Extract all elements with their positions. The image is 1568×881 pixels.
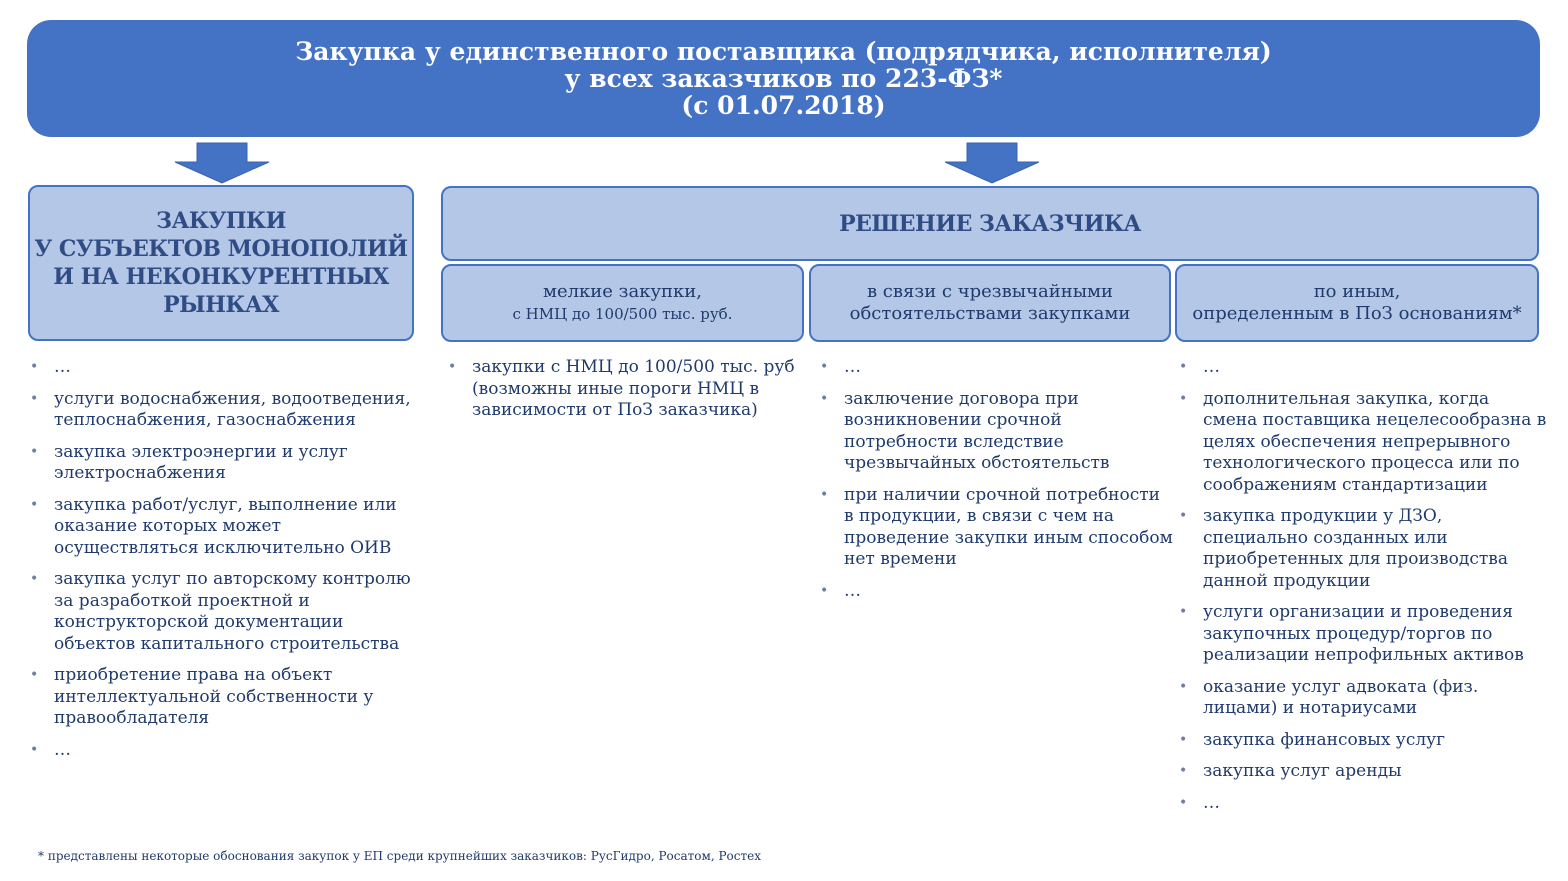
small-purchases-box bbox=[441, 264, 804, 342]
list-item: • закупка работ/услуг, выполнение или оказание которых может осуществляться исключительно ОИВ bbox=[28, 495, 418, 560]
list-item: • … bbox=[1177, 357, 1547, 379]
header-line-1: Закупка у единственного поставщика (подрядчика, исполнителя) bbox=[295, 37, 1272, 66]
monopoly-line-1: ЗАКУПКИ bbox=[156, 208, 286, 234]
other-grounds-list bbox=[1177, 357, 1547, 824]
list-item: • … bbox=[818, 357, 1173, 379]
monopoly-list bbox=[28, 357, 418, 771]
other-grounds-line-2: определенным в ПоЗ основаниям* bbox=[1192, 303, 1522, 324]
small-purchases-line-2: с НМЦ до 100/500 тыс. руб. bbox=[512, 305, 733, 323]
arrow-down-left-icon bbox=[174, 142, 270, 184]
list-item: • заключение договора при возникновении срочной потребности вследствие чрезвычайных обстоятельств bbox=[818, 389, 1173, 475]
monopoly-line-4: РЫНКАХ bbox=[163, 292, 279, 318]
list-item: • услуги водоснабжения, водоотведения, теплоснабжения, газоснабжения bbox=[28, 389, 418, 432]
list-item: • закупки с НМЦ до 100/500 тыс. руб (возможны иные пороги НМЦ в зависимости от ПоЗ заказчика) bbox=[446, 357, 806, 422]
list-item: • закупка услуг аренды bbox=[1177, 761, 1547, 783]
monopoly-line-2: У СУБЪЕКТОВ МОНОПОЛИЙ bbox=[34, 236, 408, 262]
list-item: • оказание услуг адвоката (физ. лицами) и нотариусами bbox=[1177, 677, 1547, 720]
decision-box bbox=[441, 186, 1539, 261]
arrow-down-right-icon bbox=[944, 142, 1040, 184]
header-line-3: (с 01.07.2018) bbox=[681, 91, 886, 120]
emergency-line-2: обстоятельствами закупками bbox=[849, 303, 1131, 324]
decision-title: РЕШЕНИЕ ЗАКАЗЧИКА bbox=[839, 210, 1141, 237]
list-item: • … bbox=[28, 357, 418, 379]
list-item: • приобретение права на объект интеллектуальной собственности у правообладателя bbox=[28, 665, 418, 730]
header-line-2: у всех заказчиков по 223-ФЗ* bbox=[564, 64, 1003, 93]
main-header bbox=[27, 20, 1540, 137]
list-item: • закупка электроэнергии и услуг электроснабжения bbox=[28, 442, 418, 485]
monopoly-line-3: И НА НЕКОНКУРЕНТНЫХ bbox=[53, 264, 389, 290]
list-item: • закупка финансовых услуг bbox=[1177, 730, 1547, 752]
list-item: • закупка услуг по авторскому контролю за разработкой проектной и конструкторской документации объектов капитального строительства bbox=[28, 569, 418, 655]
other-grounds-line-1: по иным, bbox=[1313, 281, 1401, 302]
list-item: • … bbox=[28, 740, 418, 762]
list-item: • услуги организации и проведения закупочных процедур/торгов по реализации непрофильных активов bbox=[1177, 602, 1547, 667]
emergency-line-1: в связи с чрезвычайными bbox=[866, 281, 1114, 302]
small-purchases-list bbox=[446, 357, 806, 432]
monopoly-box bbox=[28, 185, 414, 341]
list-item: • дополнительная закупка, когда смена поставщика нецелесообразна в целях обеспечения непрерывного технологического процесса или по соображениям стандартизации bbox=[1177, 389, 1547, 497]
list-item: • при наличии срочной потребности в продукции, в связи с чем на проведение закупки иным способом нет времени bbox=[818, 485, 1173, 571]
emergency-list bbox=[818, 357, 1173, 612]
other-grounds-box bbox=[1175, 264, 1539, 342]
small-purchases-line-1: мелкие закупки, bbox=[542, 281, 703, 302]
footnote: * представлены некоторые обоснования закупок у ЕП среди крупнейших заказчиков: РусГидро, Росатом, Ростех bbox=[38, 849, 761, 863]
list-item: • … bbox=[1177, 793, 1547, 815]
list-item: • … bbox=[818, 581, 1173, 603]
list-item: • закупка продукции у ДЗО, специально созданных или приобретенных для производства данной продукции bbox=[1177, 506, 1547, 592]
emergency-box bbox=[809, 264, 1171, 342]
